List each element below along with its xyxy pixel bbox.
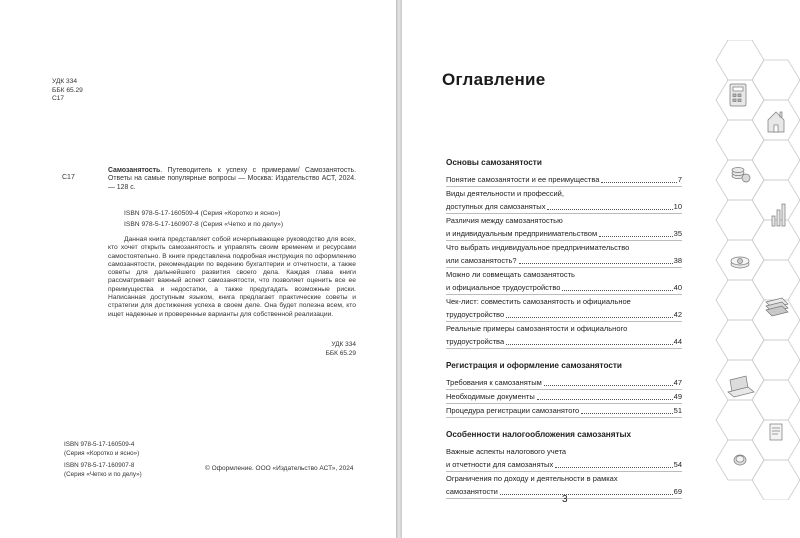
toc-entry-line: Можно ли совмещать самозанятость — [446, 270, 575, 279]
toc-leader-dots — [547, 209, 672, 210]
toc-leader-dots — [544, 385, 673, 386]
house-icon — [768, 112, 784, 132]
toc-entry[interactable] — [446, 173, 682, 187]
toc-entry-line: трудоустройство — [446, 310, 505, 319]
toc-page-number: 40 — [673, 283, 682, 292]
toc-entry-line: самозанятости — [446, 487, 498, 496]
toc-leader-dots — [506, 344, 673, 345]
isbn-block — [124, 208, 283, 230]
toc-leader-dots — [537, 399, 673, 400]
toc-entry[interactable] — [446, 187, 682, 214]
toc-entry-line: и индивидуальным предпринимательством — [446, 229, 598, 238]
page-number: 3 — [562, 494, 568, 505]
toc-entry[interactable] — [446, 404, 682, 418]
toc-entry[interactable] — [446, 268, 682, 295]
isbn-line-2: ISBN 978-5-17-160907-8 (Серия «Четко и по делу») — [124, 221, 284, 228]
toc-page-number: 10 — [673, 202, 682, 211]
toc-entry-line: Виды деятельности и профессий, — [446, 189, 564, 198]
cash-stack-icon — [731, 257, 749, 268]
toc-entry-line: Что выбрать индивидуальное предпринимательство — [446, 243, 630, 252]
toc-leader-dots — [581, 413, 672, 414]
bibliographic-description — [108, 167, 356, 192]
toc-leader-dots — [519, 263, 673, 264]
calculator-icon — [730, 84, 746, 106]
bbk-label: ББК 65.29 — [52, 86, 83, 94]
isbn-bottom-1-series: (Серия «Коротко и ясно») — [64, 449, 140, 457]
udk-block — [52, 78, 83, 95]
toc-section — [446, 361, 682, 418]
udk-block-2 — [300, 340, 356, 358]
toc-section — [446, 158, 682, 349]
money-bundle-icon — [766, 298, 788, 316]
coins-icon — [732, 168, 750, 183]
document-icon — [770, 424, 782, 440]
toc-entry-line: Необходимые документы — [446, 392, 535, 401]
laptop-icon — [728, 376, 754, 397]
toc-leader-dots — [506, 317, 673, 318]
toc-entry[interactable] — [446, 376, 682, 390]
toc-page-number: 44 — [673, 337, 682, 346]
toc-entry[interactable] — [446, 295, 682, 322]
udk-label-2: УДК 334 — [331, 341, 356, 348]
toc-entry-line: и отчетности для самозанятых — [446, 460, 554, 469]
toc-section-title: Регистрация и оформление самозанятости — [446, 361, 622, 370]
toc-page-number: 38 — [673, 256, 682, 265]
hexagon-decoration — [704, 40, 800, 500]
toc-entry-line: Важные аспекты налогового учета — [446, 447, 567, 456]
toc-entry-line: или самозанятость? — [446, 256, 517, 265]
isbn-bottom-2: ISBN 978-5-17-160907-8 — [64, 462, 135, 470]
toc-page — [402, 0, 800, 538]
annotation-text: Данная книга представляет собой исчерпывающее руководство для всех, кто хочет открыть самозанятость и управлять своим временем и ресурсами самостоятельно. В книге представлена подробная инструкция по оформлению самозанятости, рекомендации по ведению бухгалтерии и отчетности, а также советы для дальнейшего развития своего дела. Каждая глава книги рассматривает важный аспект самозанятости, что позволяет оценить все ее преимущества и недостатки, а также предугадать возможные риски. Написанная доступным языком, книга предлагает практические советы и стратегии для достижения успеха в своем деле. Она будет полезна всем, кто ищет надежные и проверенные варианты для собственной реализации. — [108, 236, 356, 318]
toc-page-number: 54 — [673, 460, 682, 469]
toc-entry-line: Реальные примеры самозанятости и официального — [446, 324, 628, 333]
toc-entry-line: Требования к самозанятым — [446, 378, 542, 387]
toc-leader-dots — [562, 290, 672, 291]
toc-page-number: 49 — [673, 392, 682, 401]
toc-entry-line: Ограничения по доходу и деятельности в рамках — [446, 474, 618, 483]
toc-page-number: 69 — [673, 487, 682, 496]
toc-entry[interactable] — [446, 390, 682, 404]
isbn-bottom-block — [64, 441, 142, 479]
toc-entry-line: Различия между самозанятостью — [446, 216, 563, 225]
toc-page-number: 42 — [673, 310, 682, 319]
toc-title: Оглавление — [442, 70, 546, 89]
imprint-page — [0, 0, 396, 538]
toc-entry-line: трудоустройства — [446, 337, 505, 346]
toc-entry[interactable] — [446, 322, 682, 349]
toc-entry[interactable] — [446, 445, 682, 472]
toc-section — [446, 430, 682, 499]
isbn-bottom-2-series: (Серия «Четко и по делу») — [64, 470, 142, 478]
toc-leader-dots — [601, 182, 676, 183]
author-mark: С17 — [52, 95, 65, 102]
toc-section-title: Особенности налогообложения самозанятых — [446, 430, 632, 439]
toc-page-number: 7 — [677, 175, 682, 184]
toc-list — [446, 158, 682, 511]
toc-entry-line: Чек-лист: совместить самозанятость и официальное — [446, 297, 631, 306]
isbn-line-1: ISBN 978-5-17-160509-4 (Серия «Коротко и ясно») — [124, 210, 281, 217]
toc-entry-line: Понятие самозанятости и ее преимущества — [446, 175, 600, 184]
toc-page-number: 35 — [673, 229, 682, 238]
toc-entry-line: и официальное трудоустройство — [446, 283, 561, 292]
toc-leader-dots — [599, 236, 673, 237]
coin-icon — [734, 455, 746, 465]
toc-page-number: 51 — [673, 406, 682, 415]
toc-leader-dots — [555, 467, 672, 468]
copyright: © Оформление. ООО «Издательство АСТ», 2024 — [205, 465, 354, 472]
author-mark-2: С17 — [62, 174, 75, 181]
udk-label: УДК 334 — [52, 78, 78, 85]
toc-entry[interactable] — [446, 241, 682, 268]
toc-entry-line: доступных для самозанятых — [446, 202, 546, 211]
bbk-label-2: ББК 65.29 — [325, 350, 356, 357]
description-title: Самозанятость — [108, 167, 161, 174]
chart-bars-icon — [772, 204, 785, 226]
description-text: Самозанятость. Путеводитель к успеху с примерами/ Самозанятость. Ответы на самые популярные вопросы — Москва: Издательство АСТ, 2024. — 128 с. — [108, 167, 356, 191]
isbn-bottom-1: ISBN 978-5-17-160509-4 — [64, 441, 135, 448]
toc-entry-line: Процедура регистрации самозанятого — [446, 406, 580, 415]
toc-section-title: Основы самозанятости — [446, 158, 542, 167]
toc-page-number: 47 — [673, 378, 682, 387]
toc-entry[interactable] — [446, 214, 682, 241]
toc-leader-dots — [500, 494, 673, 495]
